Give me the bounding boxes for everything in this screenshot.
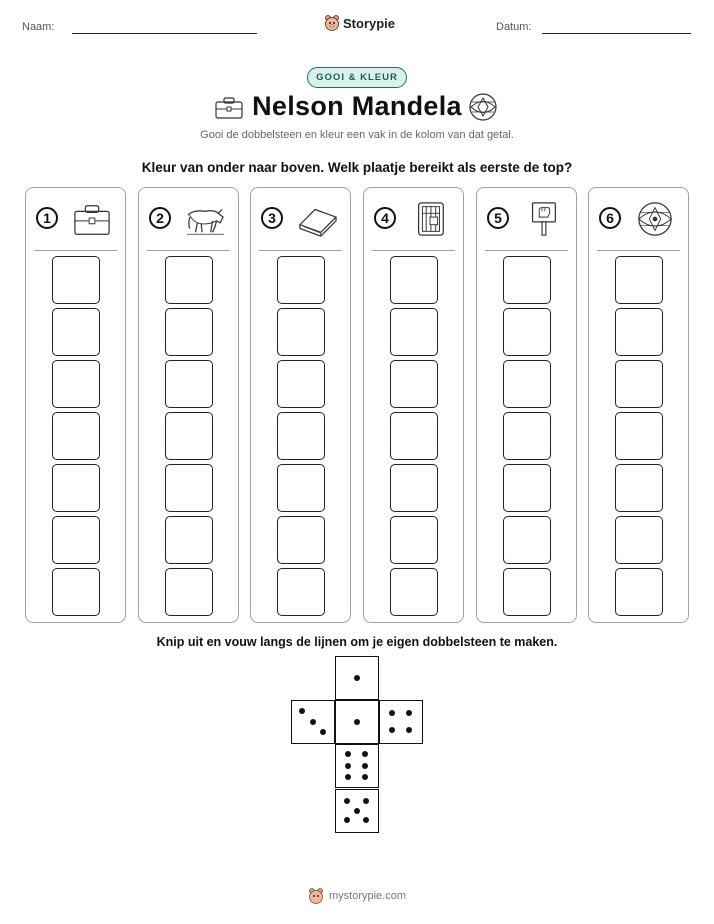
african-ball-icon bbox=[633, 200, 677, 238]
color-box[interactable] bbox=[52, 308, 100, 356]
die-pip bbox=[363, 798, 369, 804]
prison-door-icon bbox=[408, 200, 452, 238]
category-badge: GOOI & KLEUR bbox=[307, 67, 407, 88]
column-number: 3 bbox=[261, 207, 283, 229]
color-box[interactable] bbox=[615, 412, 663, 460]
color-box[interactable] bbox=[277, 360, 325, 408]
subtitle: Gooi de dobbelsteen en kleur een vak in de kolom van dat getal. bbox=[200, 129, 514, 141]
column-divider bbox=[259, 250, 342, 251]
protest-sign-fist-icon bbox=[521, 200, 565, 238]
ox-icon bbox=[183, 200, 227, 238]
page-title: Nelson Mandela bbox=[252, 91, 462, 121]
die-face-5 bbox=[335, 789, 379, 833]
column-divider bbox=[372, 250, 455, 251]
color-box[interactable] bbox=[277, 412, 325, 460]
die-pip bbox=[310, 719, 316, 725]
color-box[interactable] bbox=[390, 464, 438, 512]
name-label: Naam: bbox=[22, 21, 55, 33]
column-number: 5 bbox=[487, 207, 509, 229]
brand-name: Storypie bbox=[343, 15, 396, 31]
column-divider bbox=[485, 250, 568, 251]
color-box[interactable] bbox=[165, 360, 213, 408]
color-box[interactable] bbox=[503, 568, 551, 616]
book-icon bbox=[295, 200, 339, 238]
color-box[interactable] bbox=[277, 308, 325, 356]
color-box[interactable] bbox=[52, 464, 100, 512]
die-pip bbox=[389, 727, 395, 733]
column-number: 4 bbox=[374, 207, 396, 229]
color-box[interactable] bbox=[277, 568, 325, 616]
color-box[interactable] bbox=[615, 308, 663, 356]
color-box[interactable] bbox=[503, 308, 551, 356]
color-box[interactable] bbox=[165, 308, 213, 356]
column-3 bbox=[250, 187, 351, 623]
die-pip bbox=[345, 751, 351, 757]
african-ball-icon bbox=[468, 92, 498, 122]
color-box[interactable] bbox=[503, 516, 551, 564]
die-pip bbox=[320, 729, 326, 735]
column-number: 2 bbox=[149, 207, 171, 229]
die-pip bbox=[354, 808, 360, 814]
die-pip bbox=[354, 719, 360, 725]
date-label: Datum: bbox=[496, 21, 532, 33]
color-box[interactable] bbox=[503, 464, 551, 512]
color-box[interactable] bbox=[615, 256, 663, 304]
die-face-6 bbox=[335, 744, 379, 788]
die-pip bbox=[354, 675, 360, 681]
briefcase-icon bbox=[70, 200, 114, 238]
die-pip bbox=[345, 774, 351, 780]
storypie-mascot-icon bbox=[324, 14, 340, 32]
color-box[interactable] bbox=[615, 568, 663, 616]
color-box[interactable] bbox=[390, 308, 438, 356]
column-4 bbox=[363, 187, 464, 623]
die-pip bbox=[363, 817, 369, 823]
column-number: 1 bbox=[36, 207, 58, 229]
column-5 bbox=[476, 187, 577, 623]
color-box[interactable] bbox=[390, 412, 438, 460]
color-box[interactable] bbox=[165, 516, 213, 564]
die-face-3 bbox=[291, 700, 335, 744]
instruction-text: Kleur van onder naar boven. Welk plaatje bereikt als eerste de top? bbox=[141, 160, 573, 175]
color-box[interactable] bbox=[165, 256, 213, 304]
color-box[interactable] bbox=[390, 516, 438, 564]
column-divider bbox=[34, 250, 117, 251]
color-box[interactable] bbox=[390, 360, 438, 408]
column-number: 6 bbox=[599, 207, 621, 229]
die-pip bbox=[406, 727, 412, 733]
die-pip bbox=[345, 763, 351, 769]
die-pip bbox=[362, 751, 368, 757]
column-2 bbox=[138, 187, 239, 623]
color-box[interactable] bbox=[165, 464, 213, 512]
die-pip bbox=[299, 708, 305, 714]
column-divider bbox=[597, 250, 680, 251]
color-box[interactable] bbox=[165, 412, 213, 460]
color-box[interactable] bbox=[615, 516, 663, 564]
color-box[interactable] bbox=[390, 256, 438, 304]
color-box[interactable] bbox=[503, 360, 551, 408]
color-box[interactable] bbox=[277, 516, 325, 564]
name-line bbox=[72, 33, 257, 34]
die-instruction: Knip uit en vouw langs de lijnen om je eigen dobbelsteen te maken. bbox=[156, 635, 558, 649]
color-box[interactable] bbox=[277, 464, 325, 512]
color-box[interactable] bbox=[52, 516, 100, 564]
color-box[interactable] bbox=[52, 568, 100, 616]
die-face-1 bbox=[335, 656, 379, 700]
color-box[interactable] bbox=[615, 464, 663, 512]
footer-url: mystorypie.com bbox=[328, 890, 407, 902]
die-pip bbox=[406, 710, 412, 716]
die-pip bbox=[344, 817, 350, 823]
color-box[interactable] bbox=[615, 360, 663, 408]
date-line bbox=[542, 33, 691, 34]
color-box[interactable] bbox=[503, 256, 551, 304]
storypie-mascot-icon bbox=[308, 887, 324, 905]
color-box[interactable] bbox=[52, 412, 100, 460]
column-divider bbox=[147, 250, 230, 251]
color-box[interactable] bbox=[52, 256, 100, 304]
column-1 bbox=[25, 187, 126, 623]
color-box[interactable] bbox=[390, 568, 438, 616]
color-box[interactable] bbox=[277, 256, 325, 304]
die-pip bbox=[362, 763, 368, 769]
die-pip bbox=[362, 774, 368, 780]
column-6 bbox=[588, 187, 689, 623]
die-pip bbox=[344, 798, 350, 804]
color-box[interactable] bbox=[165, 568, 213, 616]
die-face-1 bbox=[335, 700, 379, 744]
die-face-4 bbox=[379, 700, 423, 744]
color-box[interactable] bbox=[503, 412, 551, 460]
die-pip bbox=[389, 710, 395, 716]
footer bbox=[0, 887, 714, 905]
brand-logo bbox=[324, 14, 395, 32]
color-box[interactable] bbox=[52, 360, 100, 408]
